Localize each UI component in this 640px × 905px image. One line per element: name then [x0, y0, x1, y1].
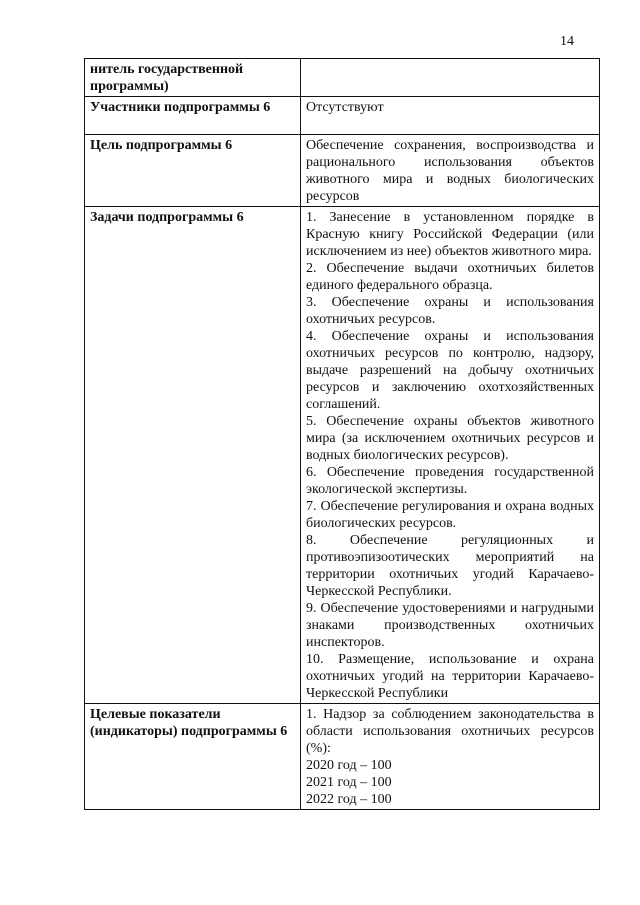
goal-label: Цель подпрограммы 6: [85, 135, 301, 207]
participants-label: Участники подпрограммы 6: [85, 97, 301, 135]
indicator-year-2020: 2020 год – 100: [306, 758, 392, 773]
indicators-label: Целевые показатели (индикаторы) подпрограммы 6: [85, 704, 301, 810]
table-row-indicators: [85, 704, 600, 810]
table-row-goal: [85, 135, 600, 207]
continuation-label: нитель государственной программы): [85, 59, 301, 97]
table-row-participants: [85, 97, 600, 135]
table-row-continuation: [85, 59, 600, 97]
task-item-7: 7. Обеспечение регулирования и охрана водных биологических ресурсов.: [306, 499, 594, 531]
task-item-5: 5. Обеспечение охраны объектов животного мира (за исключением охотничьих ресурсов и водных биологических ресурсов).: [306, 414, 594, 463]
tasks-list: [301, 207, 600, 704]
participants-value: Отсутствуют: [301, 97, 600, 135]
task-item-9: 9. Обеспечение удостоверениями и нагрудными знаками производственных охотничьих инспекторов.: [306, 601, 594, 650]
subprogram-passport-table: [84, 58, 600, 810]
task-item-6: 6. Обеспечение проведения государственной экологической экспертизы.: [306, 465, 594, 497]
task-item-8: 8. Обеспечение регуляционных и противоэпизоотических мероприятий на территории охотничьих угодий Карачаево-Черкесской Республики.: [306, 533, 594, 599]
task-item-4: 4. Обеспечение охраны и использования охотничьих ресурсов по контролю, надзору, выдаче разрешений на добычу охотничьих ресурсов и заключению охотхозяйственных соглашений.: [306, 329, 594, 412]
tasks-label: Задачи подпрограммы 6: [85, 207, 301, 704]
task-item-3: 3. Обеспечение охраны и использования охотничьих ресурсов.: [306, 295, 594, 327]
indicator-intro: 1. Надзор за соблюдением законодательства в области использования охотничьих ресурсов (%):: [306, 707, 594, 756]
task-item-2: 2. Обеспечение выдачи охотничьих билетов единого федерального образца.: [306, 261, 594, 293]
indicators-list: [301, 704, 600, 810]
goal-value: Обеспечение сохранения, воспроизводства и рационального использования объектов животного мира и водных биологических ресурсов: [301, 135, 600, 207]
indicator-year-2022: 2022 год – 100: [306, 792, 392, 807]
table-row-tasks: [85, 207, 600, 704]
indicator-year-2021: 2021 год – 100: [306, 775, 392, 790]
page-number: 14: [560, 34, 574, 49]
continuation-value: [301, 59, 600, 97]
task-item-10: 10. Размещение, использование и охрана охотничьих угодий на территории Карачаево-Черкесской Республики: [306, 652, 594, 701]
task-item-1: 1. Занесение в установленном порядке в Красную книгу Российской Федерации (или исключением из нее) объектов животного мира.: [306, 210, 594, 259]
